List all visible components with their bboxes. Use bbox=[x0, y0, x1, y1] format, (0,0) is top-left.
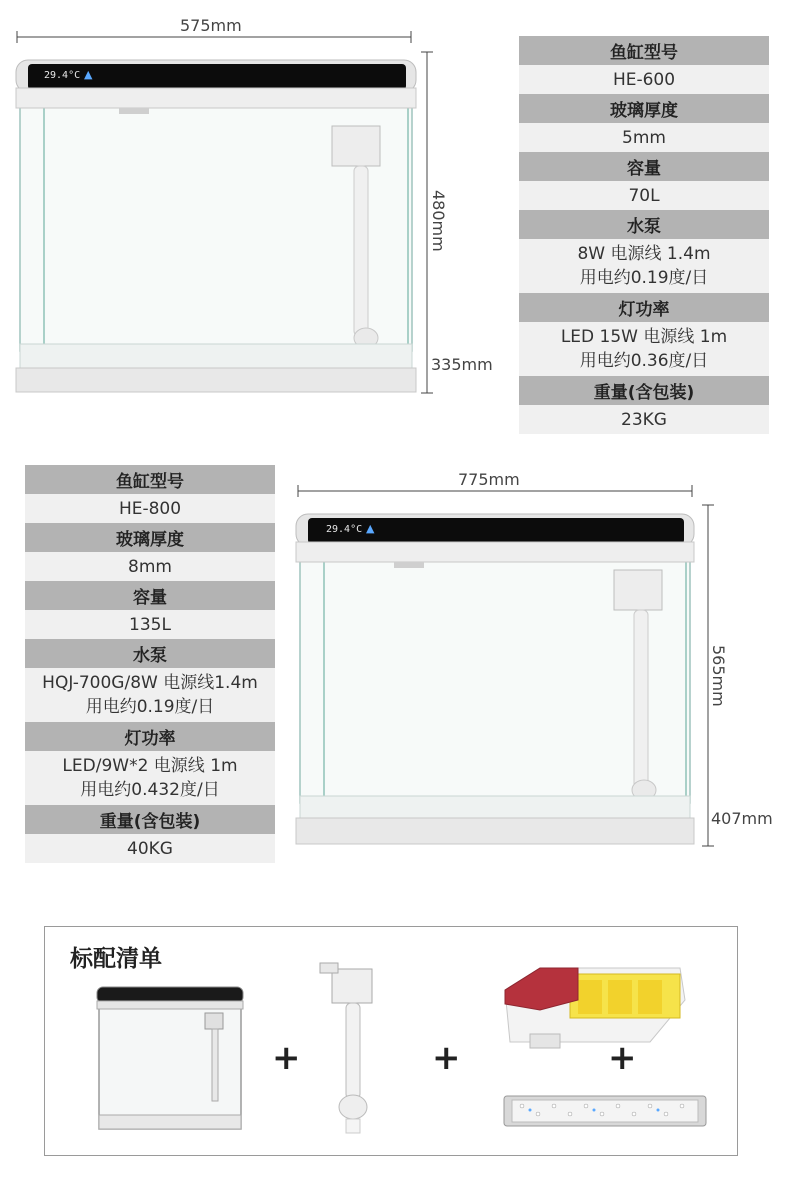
spec-label: 水泵 bbox=[25, 639, 275, 668]
spec-value bbox=[25, 668, 275, 722]
spec-label: 容量 bbox=[25, 581, 275, 610]
spec-value-line: HQJ-700G/8W 电源线1.4m bbox=[42, 673, 258, 693]
spec-value-line: 用电约0.432度/日 bbox=[80, 780, 220, 800]
spec-label: 灯功率 bbox=[519, 293, 769, 322]
spec-label: 玻璃厚度 bbox=[25, 523, 275, 552]
bottom-tank-drawing bbox=[294, 510, 698, 846]
bottom-spec-table bbox=[25, 465, 275, 863]
spec-label: 重量(含包装) bbox=[25, 805, 275, 834]
top-spec-table bbox=[519, 36, 769, 434]
spec-label: 容量 bbox=[519, 152, 769, 181]
spec-value-line: 用电约0.19度/日 bbox=[579, 268, 709, 288]
spec-value: 135L bbox=[25, 610, 275, 639]
top-width-dimension-line bbox=[14, 30, 414, 44]
spec-value: 8mm bbox=[25, 552, 275, 581]
spec-value bbox=[519, 322, 769, 376]
bottom-height-label: 565mm bbox=[709, 645, 728, 707]
water-pump-icon bbox=[318, 955, 388, 1140]
spec-value-line: LED/9W*2 电源线 1m bbox=[62, 756, 238, 776]
led-light-bar-icon bbox=[502, 1094, 708, 1128]
spec-label: 玻璃厚度 bbox=[519, 94, 769, 123]
spec-label: 鱼缸型号 bbox=[25, 465, 275, 494]
bottom-temperature-display: 29.4°C bbox=[326, 524, 363, 535]
spec-value-line: 8W 电源线 1.4m bbox=[577, 244, 711, 264]
spec-label: 灯功率 bbox=[25, 722, 275, 751]
top-depth-label: 335mm bbox=[431, 355, 493, 374]
top-width-label: 575mm bbox=[180, 16, 242, 35]
spec-label: 水泵 bbox=[519, 210, 769, 239]
top-drop-icon: ▲ bbox=[84, 68, 93, 81]
bottom-depth-label: 407mm bbox=[711, 809, 773, 828]
spec-value bbox=[519, 239, 769, 293]
accessory-list-title: 标配清单 bbox=[70, 946, 162, 972]
spec-label: 鱼缸型号 bbox=[519, 36, 769, 65]
plus-sign: + bbox=[432, 1038, 461, 1078]
spec-value bbox=[25, 751, 275, 805]
spec-value-line: 用电约0.19度/日 bbox=[85, 697, 215, 717]
spec-value: 40KG bbox=[25, 834, 275, 863]
bottom-width-dimension-line bbox=[296, 484, 694, 498]
bottom-width-label: 775mm bbox=[458, 470, 520, 489]
spec-value: HE-600 bbox=[519, 65, 769, 94]
spec-value: 70L bbox=[519, 181, 769, 210]
spec-value-line: 用电约0.36度/日 bbox=[579, 351, 709, 371]
spec-value-line: LED 15W 电源线 1m bbox=[560, 327, 728, 347]
spec-value: 23KG bbox=[519, 405, 769, 434]
bottom-drop-icon: ▲ bbox=[366, 522, 375, 535]
top-temperature-display: 29.4°C bbox=[44, 70, 81, 81]
top-height-label: 480mm bbox=[429, 190, 448, 252]
spec-value: 5mm bbox=[519, 123, 769, 152]
spec-label: 重量(含包装) bbox=[519, 376, 769, 405]
plus-sign: + bbox=[608, 1038, 637, 1078]
plus-sign: + bbox=[272, 1038, 301, 1078]
aquarium-tank-icon bbox=[95, 985, 245, 1140]
top-tank-drawing bbox=[14, 56, 424, 396]
spec-value: HE-800 bbox=[25, 494, 275, 523]
filter-box-icon bbox=[500, 960, 690, 1050]
